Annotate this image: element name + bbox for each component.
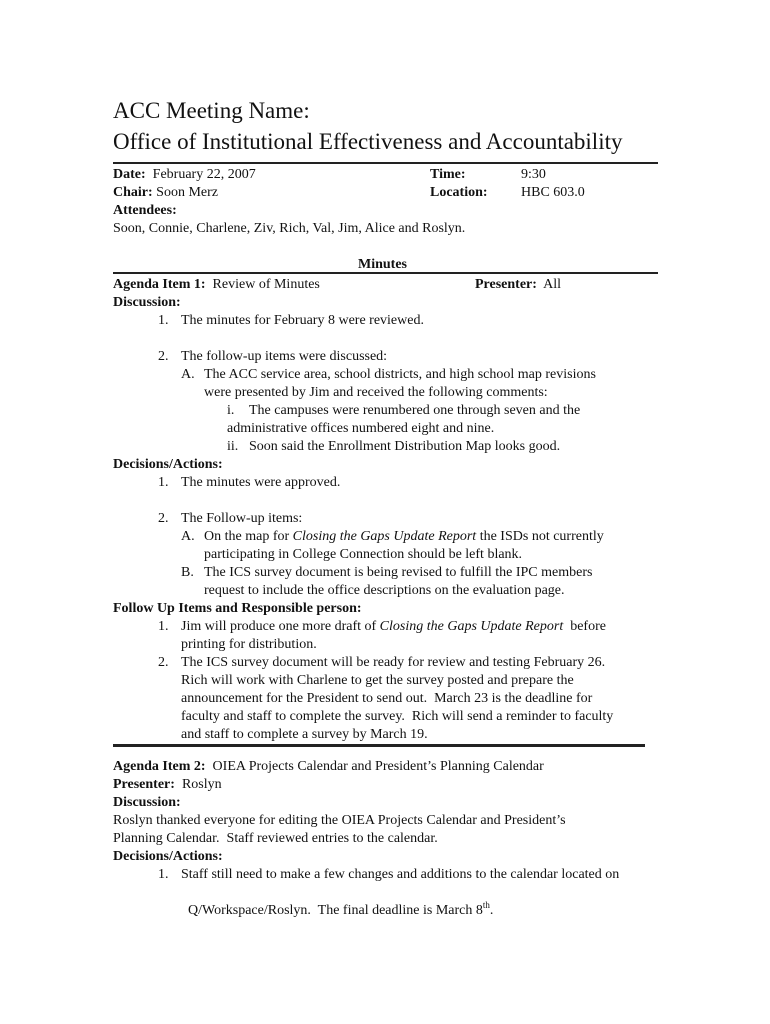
followup-label bbox=[113, 600, 362, 618]
roman-item-cont: administrative offices numbered eight and nine. bbox=[227, 421, 495, 436]
decisions-label bbox=[113, 848, 223, 866]
list-item-num: 2. bbox=[158, 655, 169, 670]
sub-item: The ICS survey document is being revised to fulfill the IPC members bbox=[204, 565, 593, 580]
attendees-label-text: Attendees: bbox=[113, 203, 177, 218]
time-label: Time: bbox=[430, 167, 466, 182]
discussion-text-cont: Planning Calendar. Staff reviewed entries to the calendar. bbox=[113, 831, 438, 846]
sub-item-num: A. bbox=[181, 367, 195, 382]
agenda-item-2-presenter bbox=[113, 776, 222, 794]
list-item-cont: printing for distribution. bbox=[181, 637, 317, 652]
list-item: The Follow-up items: bbox=[181, 511, 303, 526]
list-item bbox=[181, 618, 606, 636]
agenda-item-2-header bbox=[113, 758, 544, 776]
date-value: February 22, 2007 bbox=[152, 167, 256, 182]
list-item: The minutes were approved. bbox=[181, 475, 341, 490]
list-item-num: 1. bbox=[158, 475, 169, 490]
decisions-label bbox=[113, 456, 223, 474]
list-item: Staff still need to make a few changes and additions to the calendar located on bbox=[181, 867, 620, 882]
sub-item-cont: were presented by Jim and received the following comments: bbox=[204, 385, 548, 400]
chair-row bbox=[113, 184, 218, 202]
list-item-cont: Rich will work with Charlene to get the survey posted and prepare the bbox=[181, 673, 574, 688]
followup-label-text: Follow Up Items and Responsible person: bbox=[113, 601, 362, 616]
decisions-label-text: Decisions/Actions: bbox=[113, 457, 223, 472]
meeting-title-line1: ACC Meeting Name: bbox=[113, 98, 310, 123]
list-item-text: Jim will produce one more draft of bbox=[181, 619, 380, 634]
list-item-cont: announcement for the President to send out. March 23 is the deadline for bbox=[181, 691, 593, 706]
date-label: Date: bbox=[113, 167, 146, 182]
location-label: Location: bbox=[430, 185, 488, 200]
sub-item: The ACC service area, school districts, and high school map revisions bbox=[204, 367, 596, 382]
list-item: The ICS survey document will be ready for review and testing February 26. bbox=[181, 655, 606, 670]
discussion-label-text: Discussion: bbox=[113, 795, 181, 810]
chair-value: Soon Merz bbox=[156, 185, 218, 200]
list-item-num: 2. bbox=[158, 511, 169, 526]
time-value: 9:30 bbox=[521, 167, 546, 182]
list-item-num: 1. bbox=[158, 867, 169, 882]
header-divider bbox=[113, 162, 658, 164]
minutes-heading-text: Minutes bbox=[358, 257, 407, 272]
list-item-cont bbox=[181, 884, 493, 920]
roman-item-num: i. bbox=[227, 403, 235, 418]
roman-item-num: ii. bbox=[227, 439, 239, 454]
list-item-num: 1. bbox=[158, 619, 169, 634]
presenter-value: All bbox=[543, 277, 562, 292]
location-value: HBC 603.0 bbox=[521, 185, 585, 200]
meeting-title bbox=[113, 95, 622, 157]
agenda-item-1-title: Review of Minutes bbox=[212, 277, 320, 292]
agenda-divider bbox=[113, 744, 645, 747]
presenter-value: Roslyn bbox=[181, 777, 222, 792]
decisions-label-text: Decisions/Actions: bbox=[113, 849, 223, 864]
agenda-item-1-header bbox=[113, 276, 320, 294]
report-title: Closing the Gaps Update Report bbox=[292, 529, 477, 544]
roman-item: Soon said the Enrollment Distribution Map looks good. bbox=[249, 439, 561, 454]
roman-item: The campuses were renumbered one through seven and the bbox=[249, 403, 581, 418]
sub-item bbox=[204, 528, 604, 546]
meeting-title-line2: Office of Institutional Effectiveness and Accountability bbox=[113, 129, 623, 154]
list-item: The minutes for February 8 were reviewed. bbox=[181, 313, 424, 328]
presenter-label: Presenter: bbox=[475, 277, 537, 292]
discussion-label bbox=[113, 294, 181, 312]
minutes-divider bbox=[113, 272, 658, 274]
attendees-label bbox=[113, 202, 177, 220]
sub-item-text: the ISDs not currently bbox=[476, 529, 604, 544]
sub-item-num: B. bbox=[181, 565, 194, 580]
list-item-cont: and staff to complete a survey by March 19. bbox=[181, 727, 428, 742]
ordinal-suffix: th bbox=[482, 900, 490, 910]
agenda-item-2-label: Agenda Item 2: bbox=[113, 759, 206, 774]
agenda-item-2-title: OIEA Projects Calendar and President’s Planning Calendar bbox=[212, 759, 544, 774]
sub-item-cont: request to include the office descriptions on the evaluation page. bbox=[204, 583, 565, 598]
list-item-text: . bbox=[489, 903, 494, 918]
list-item-text: Q/Workspace/Roslyn. The final deadline is March 8 bbox=[188, 903, 483, 918]
sub-item-num: A. bbox=[181, 529, 195, 544]
list-item-num: 2. bbox=[158, 349, 169, 364]
list-item-cont: faculty and staff to complete the survey. Rich will send a reminder to faculty bbox=[181, 709, 614, 724]
list-item-text: before bbox=[563, 619, 606, 634]
location-row bbox=[430, 184, 488, 202]
sub-item-cont: participating in College Connection should be left blank. bbox=[204, 547, 523, 562]
list-item-num: 1. bbox=[158, 313, 169, 328]
presenter-label: Presenter: bbox=[113, 777, 175, 792]
chair-label: Chair: bbox=[113, 185, 153, 200]
sub-item-text: On the map for bbox=[204, 529, 293, 544]
agenda-item-1-label: Agenda Item 1: bbox=[113, 277, 206, 292]
attendees-value: Soon, Connie, Charlene, Ziv, Rich, Val, Jim, Alice and Roslyn. bbox=[113, 221, 466, 236]
list-item: The follow-up items were discussed: bbox=[181, 349, 388, 364]
discussion-label bbox=[113, 794, 181, 812]
discussion-text: Roslyn thanked everyone for editing the OIEA Projects Calendar and President’s bbox=[113, 813, 566, 828]
time-row bbox=[430, 166, 466, 184]
discussion-label-text: Discussion: bbox=[113, 295, 181, 310]
report-title: Closing the Gaps Update Report bbox=[379, 619, 564, 634]
agenda-item-1-presenter bbox=[475, 276, 561, 294]
date-row bbox=[113, 166, 256, 184]
